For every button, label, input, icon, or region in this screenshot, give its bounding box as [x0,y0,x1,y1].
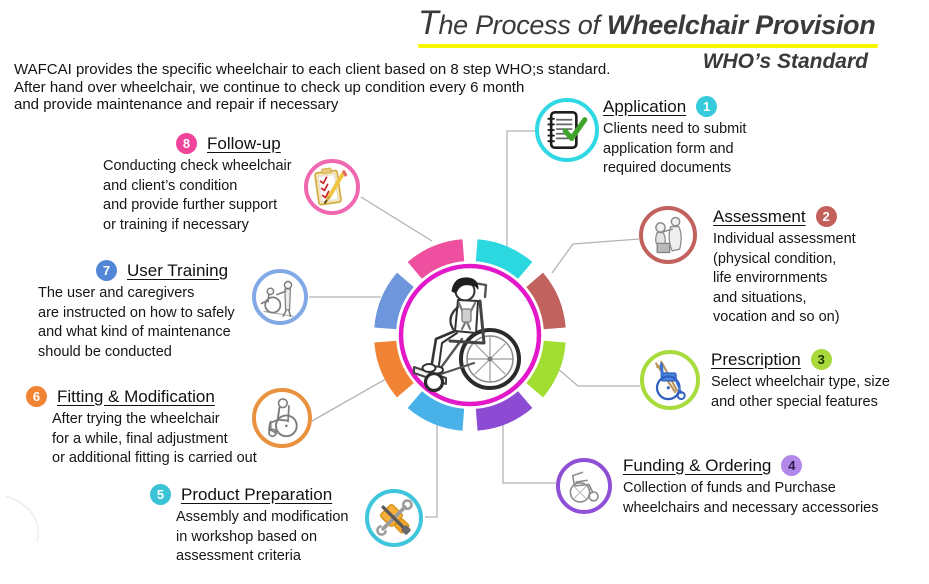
title-prefix: he Process of [438,10,607,40]
step-2-desc [713,230,856,328]
desc-line: Assembly and modification [176,509,349,525]
step-7-badge: 7 [96,260,117,281]
page-subtitle: WHO’s Standard [702,50,868,73]
step-1-badge: 1 [696,96,717,117]
assessment-icon [643,210,693,260]
fitting-wheelchair-icon [256,392,308,444]
desc-line: After trying the wheelchair [52,411,220,427]
funding-wheelchair-icon [560,462,608,510]
step-2-icon-circle [639,206,697,264]
desc-line: and other special features [711,393,878,410]
desc-line: for a while, final adjustment [52,430,228,447]
step-1-title: Application [603,96,687,116]
desc-line: life envirornments [713,270,828,286]
intro-line: After hand over wheelchair, we continue to check up condition every 6 month [14,78,525,96]
step-3-badge: 3 [811,349,832,370]
intro-paragraph [14,61,610,114]
step-6-block [26,386,257,469]
step-1-desc [603,120,746,179]
step-4-icon-circle [556,458,612,514]
desc-line: and client’s condition [103,177,238,194]
step-2-title: Assessment [713,206,806,226]
intro-line: and provide maintenance and repair if necessary [14,96,339,113]
step-8-title: Follow-up [207,133,281,153]
step-4-title: Funding & Ordering [623,455,772,475]
title-main: Wheelchair Provision [606,10,876,40]
desc-line: in workshop based on [176,528,318,545]
step-2-block [713,206,856,328]
desc-line: and what kind of maintenance [38,324,231,340]
desc-line: The user and caregivers [38,285,195,301]
desc-line: and provide further support [103,197,278,213]
step-5-icon-circle [365,489,423,547]
step-5-title: Product Preparation [181,484,333,504]
step-5-badge: 5 [150,484,171,505]
prescription-wheelchair-icon [644,354,696,406]
desc-line: or additional fitting is carried out [52,450,257,466]
step-5-desc [176,508,348,567]
desc-line: and situations, [713,289,807,306]
desc-line: wheelchairs and necessary accessories [623,499,879,516]
desc-line: application form and [603,140,734,157]
page-title [418,4,878,43]
desc-line: required documents [603,160,732,176]
intro-line: WAFCAI provides the specific wheelchair to each client based on 8 step WHO;s standard. [14,61,611,78]
step-4-desc [623,479,879,518]
step-1-block [603,96,746,179]
step-6-icon-circle [252,388,312,448]
step-7-title: User Training [127,260,229,280]
desc-line: vocation and so on) [713,309,840,325]
desc-line: Conducting check wheelchair [103,158,292,174]
step-8-block [103,133,292,235]
step-3-title: Prescription [711,349,801,369]
desc-line: or training if necessary [103,216,249,233]
step-7-block [38,260,235,362]
follow-up-checklist-icon [308,163,356,211]
desc-line: Collection of funds and Purchase [623,480,836,496]
workshop-tools-icon [369,493,419,543]
step-3-block [711,349,890,412]
faint-watermark [6,496,38,542]
desc-line: should be conducted [38,343,172,360]
title-initial: T [418,4,439,42]
user-training-icon [256,273,304,321]
desc-line: Individual assessment [713,231,856,247]
step-7-desc [38,284,235,362]
step-7-icon-circle [252,269,308,325]
process-hub [350,215,590,455]
step-6-desc [52,410,257,469]
step-2-badge: 2 [816,206,837,227]
step-3-icon-circle [640,350,700,410]
step-8-badge: 8 [176,133,197,154]
step-5-block [150,484,348,567]
step-4-block [623,455,879,518]
step-3-desc [711,373,890,412]
desc-line: assessment criteria [176,548,301,564]
step-6-badge: 6 [26,386,47,407]
desc-line: Clients need to submit [603,121,747,137]
step-8-icon-circle [304,159,360,215]
desc-line: Select wheelchair type, size [711,374,890,390]
desc-line: are instructed on how to safely [38,304,235,321]
step-8-desc [103,157,292,235]
step-6-title: Fitting & Modification [57,386,215,406]
title-underline [418,44,878,48]
step-4-badge: 4 [781,455,802,476]
process-ring [350,215,590,455]
desc-line: (physical condition, [713,250,837,267]
